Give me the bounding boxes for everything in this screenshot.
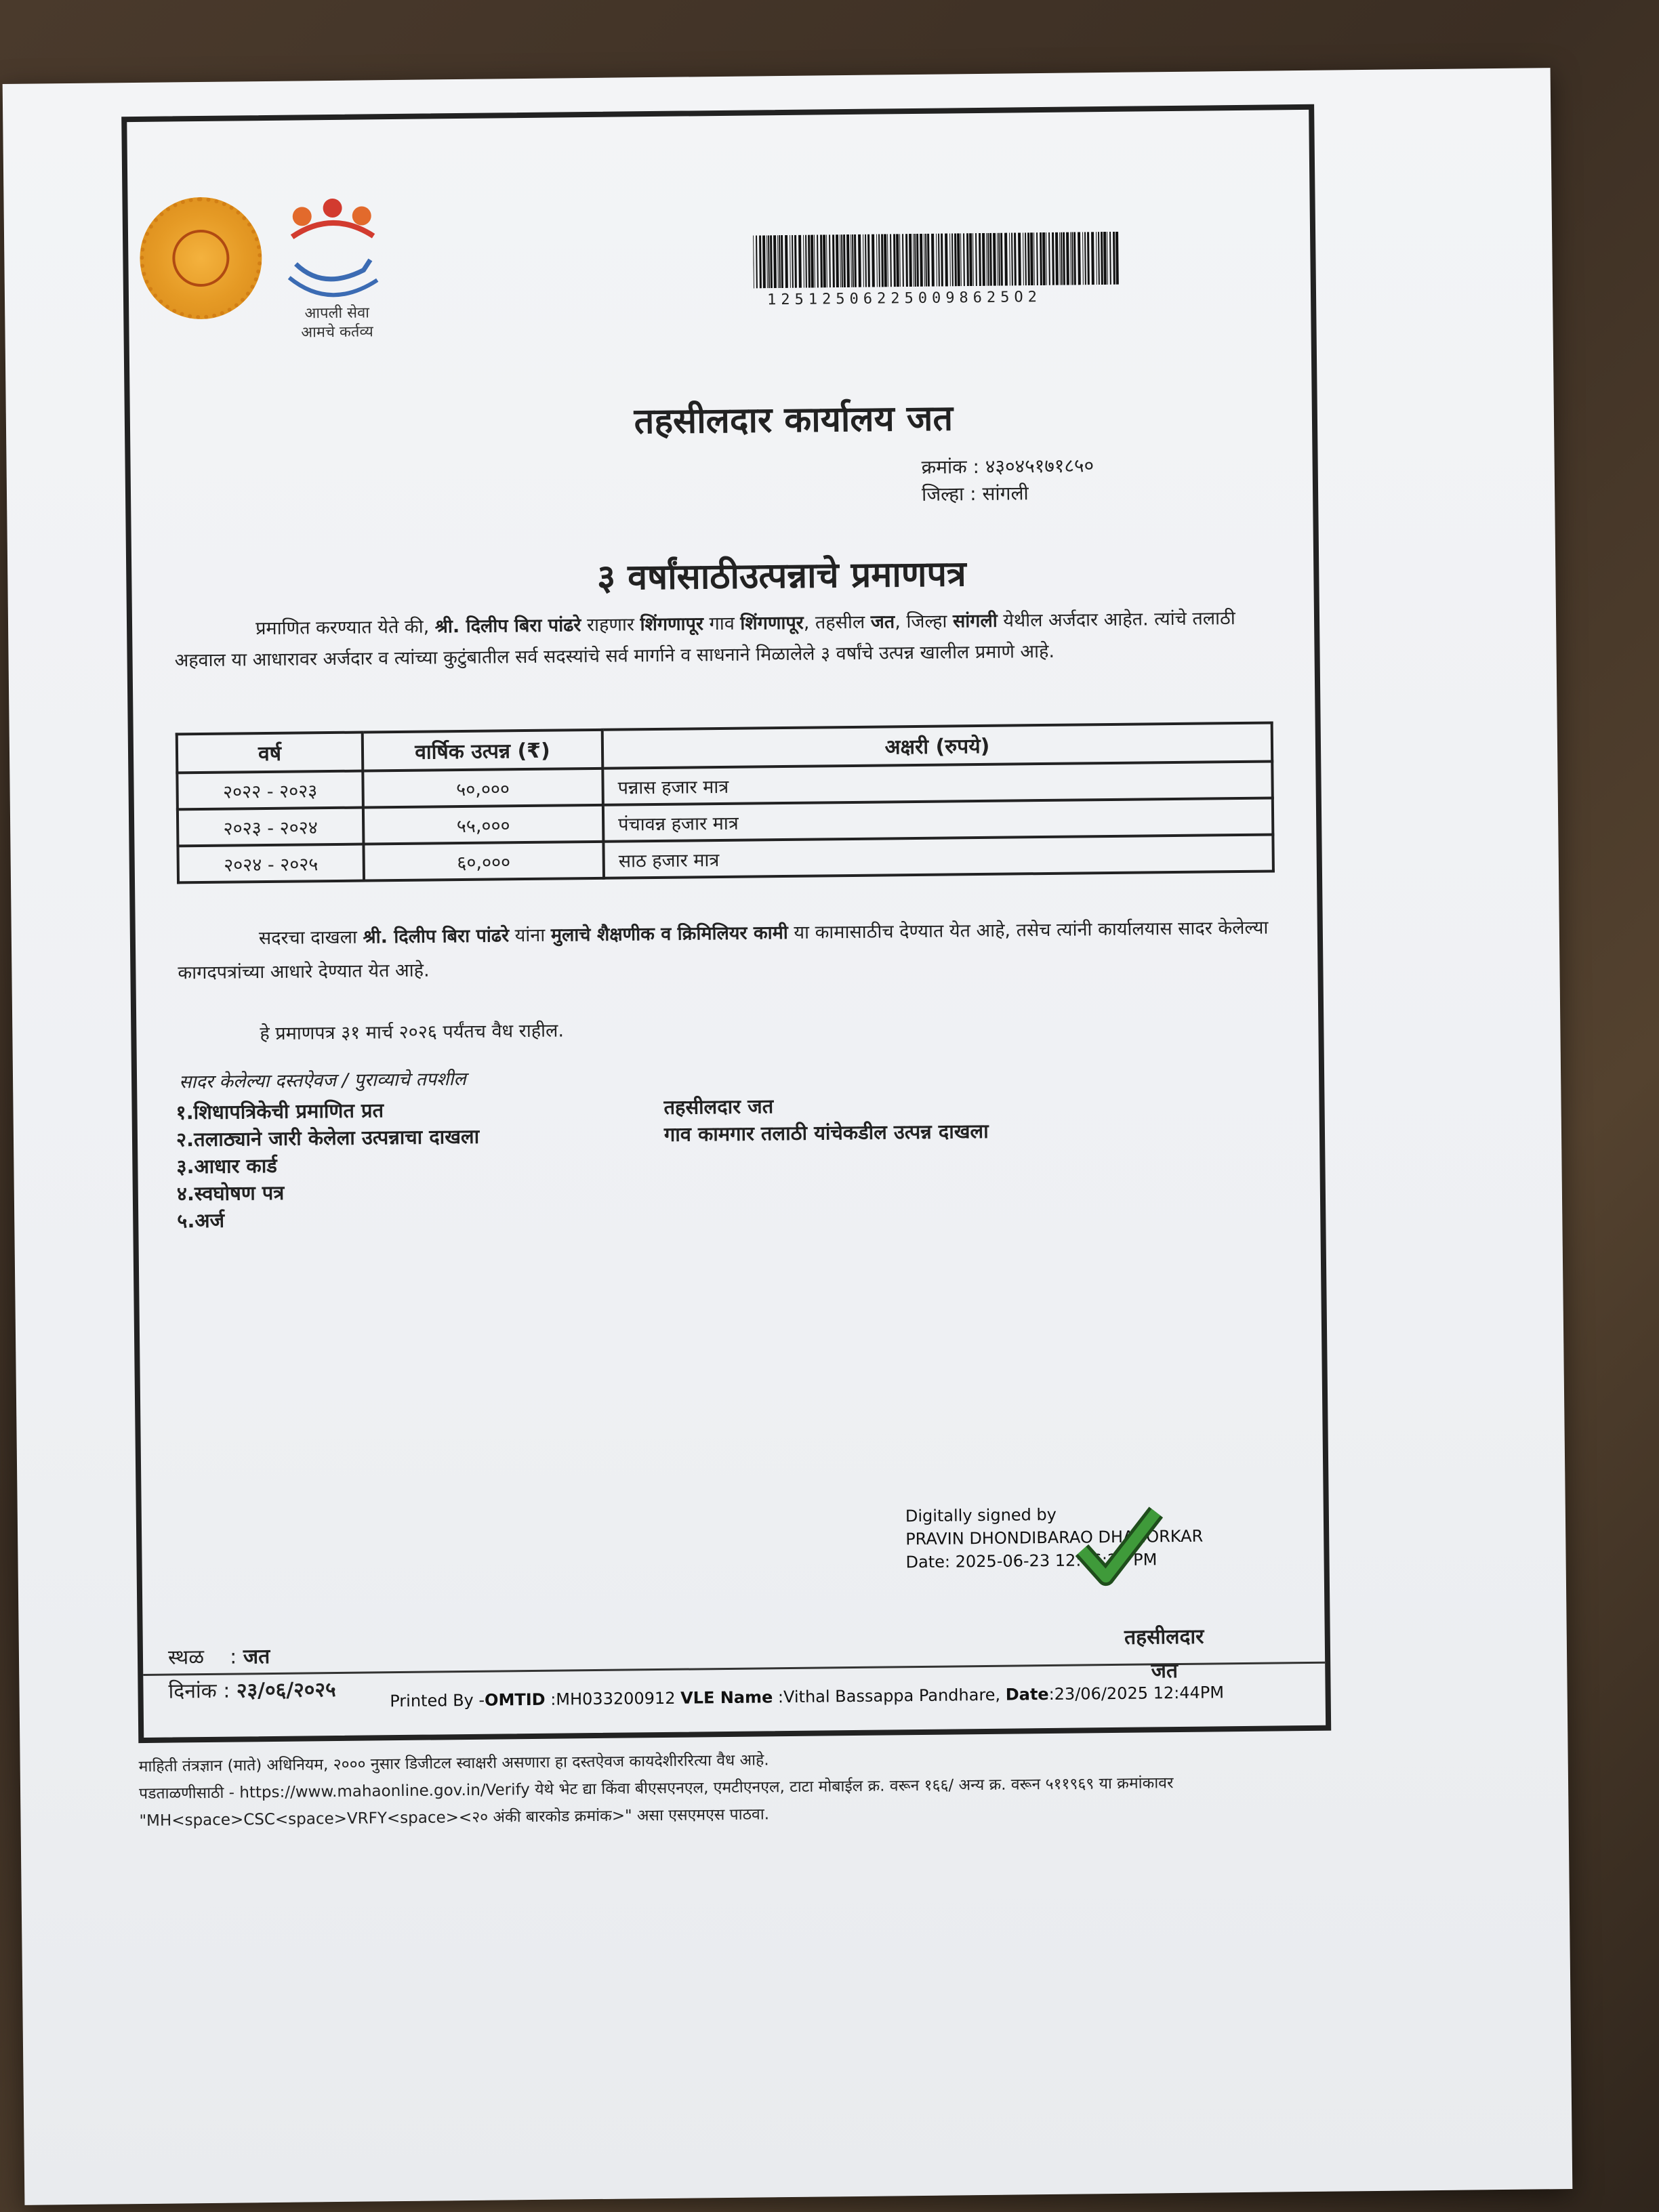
barcode-bar — [756, 235, 758, 288]
header-year: वर्ष — [177, 733, 363, 773]
row-amount: ५५,००० — [363, 805, 604, 844]
intro-text: प्रमाणित करण्यात येते की, — [255, 616, 436, 640]
barcode-bar — [938, 234, 940, 287]
list-item: ४.स्वघोषण पत्र — [176, 1181, 285, 1206]
barcode-bar — [794, 235, 797, 288]
barcode-bar — [836, 234, 839, 287]
vle-label: VLE Name — [680, 1687, 773, 1708]
barcode-bar — [808, 235, 811, 288]
barcode-bar — [759, 235, 762, 288]
barcode-bar — [1096, 232, 1097, 285]
documents-issuers — [663, 1090, 989, 1148]
barcode-bar — [1027, 232, 1030, 285]
barcode-bar — [1061, 232, 1063, 285]
barcode-bar — [960, 233, 962, 286]
print-date-value: :23/06/2025 12:44PM — [1048, 1683, 1225, 1704]
barcode-bar — [902, 234, 904, 287]
purpose-text: सदरचा दाखला — [258, 926, 363, 949]
barcode-bar — [914, 234, 916, 287]
row-words: पन्नास हजार मात्र — [602, 761, 1273, 804]
barcode-bar — [814, 235, 815, 288]
barcode-bar — [781, 235, 783, 288]
footer-line: पडताळणीसाठी - https://www.mahaonline.gov.in/Verify येथे भेट द्या किंवा बीएसएनएल, एमटीएनएल, टाटा मोबाईल क्र. वरून १६६/ अन्य क्र. वरून ५११९६९ या क्रमांकावर — [138, 1774, 1174, 1803]
applicant-name: श्री. दिलीप बिरा पांढरे — [434, 615, 581, 638]
officer-title: तहसीलदार — [1124, 1624, 1204, 1650]
officer-place: जत — [1151, 1659, 1179, 1683]
barcode-bar — [872, 234, 875, 287]
intro-text: , तहसील — [803, 611, 871, 634]
barcode-bar — [945, 233, 948, 286]
row-year: २०२३ - २०२४ — [178, 808, 364, 846]
header-in-words: अक्षरी (रुपये) — [602, 722, 1273, 768]
vle-value: :Vithal Bassappa Pandhare, — [777, 1685, 1001, 1707]
barcode-bar — [927, 234, 930, 287]
barcode-bar — [1009, 232, 1010, 285]
printed-by-label: Printed By - — [390, 1690, 485, 1711]
signature-valid-check-icon — [1075, 1502, 1164, 1591]
village-name: शिंगणापूर — [640, 613, 704, 636]
barcode-bar — [1018, 232, 1021, 285]
barcode-bar — [785, 235, 788, 288]
barcode-bar — [913, 234, 914, 287]
barcode-bar — [753, 235, 754, 288]
certificate-title: ३ वर्षांसाठीउत्पन्नाचे प्रमाणपत्र — [596, 554, 966, 598]
barcode-bar — [1091, 232, 1094, 285]
signature-line: Digitally signed by — [905, 1504, 1057, 1526]
omtid-label: OMTID — [484, 1689, 546, 1710]
district-name: सांगली — [952, 610, 998, 632]
office-title: तहसीलदार कार्यालय जत — [634, 398, 954, 443]
list-item: गाव कामगार तलाठी यांचेकडील उत्पन्न दाखला — [663, 1119, 989, 1146]
intro-text: राहणार — [581, 614, 640, 636]
barcode-bar — [803, 235, 804, 288]
barcode-icon — [753, 232, 1120, 289]
barcode-bar — [1059, 232, 1061, 285]
barcode-bar — [931, 234, 935, 287]
barcode-bar — [1011, 232, 1013, 285]
barcode-bar — [1066, 232, 1069, 285]
barcode-bar — [854, 234, 857, 287]
barcode-bar — [1078, 232, 1081, 285]
barcode-bar — [972, 233, 974, 286]
barcode-bar — [1103, 232, 1107, 285]
intro-text: गाव — [703, 613, 741, 635]
date-line: दिनांक : २३/०६/२०२५ — [168, 1678, 336, 1704]
barcode-bar — [954, 233, 957, 286]
barcode-bar — [846, 234, 850, 287]
barcode-bar — [1073, 232, 1076, 285]
barcode-bar — [878, 234, 880, 287]
barcode-bar — [1084, 232, 1086, 285]
logo-caption — [283, 304, 392, 343]
barcode-bar — [779, 235, 781, 288]
barcode-bar — [843, 234, 846, 287]
barcode-bar — [1071, 232, 1073, 285]
barcode-bar — [966, 233, 969, 286]
certificate-meta — [921, 452, 1094, 508]
barcode-bar — [1109, 232, 1111, 285]
barcode-bar — [1087, 232, 1090, 285]
row-year: २०२४ - २०२५ — [178, 844, 364, 883]
signature-date: Date: 2025-06-23 12:46:27 PM — [905, 1550, 1158, 1572]
barcode-bar — [1107, 232, 1108, 285]
place-line: स्थळ : जत — [167, 1645, 270, 1670]
barcode-bar — [884, 234, 887, 287]
barcode-bar — [941, 234, 943, 287]
barcode-bar — [924, 234, 925, 287]
place-label: स्थळ — [167, 1645, 205, 1670]
barcode-bar — [896, 234, 899, 287]
row-year: २०२२ - २०२३ — [177, 771, 363, 810]
barcode-bar — [982, 233, 985, 286]
barcode-bar — [841, 234, 843, 287]
documents-list — [176, 1096, 480, 1235]
footer-line: "MH<space>CSC<space>VRFY<space><२० अंकी बारकोड क्रमांक>" असा एसएमएस पाठवा. — [139, 1805, 770, 1830]
serial-number: क्रमांक : ४३०४५१७१८५० — [921, 454, 1094, 478]
barcode-bar — [1082, 232, 1084, 285]
signer-name: PRAVIN DHONDIBARAO DHANORKAR — [905, 1526, 1204, 1549]
barcode-bar — [1070, 232, 1071, 285]
barcode-bar — [790, 235, 791, 288]
barcode-bar — [1098, 232, 1100, 285]
barcode-bar — [811, 235, 814, 288]
barcode-bar — [925, 234, 927, 287]
barcode-bar — [1046, 232, 1047, 285]
row-amount: ५०,००० — [363, 769, 603, 808]
barcode-bar — [997, 233, 998, 286]
barcode-bar — [1036, 232, 1038, 285]
list-item: १.शिधापत्रिकेची प्रमाणित प्रत — [176, 1099, 384, 1124]
barcode-bar — [1030, 232, 1033, 285]
barcode-bar — [762, 235, 766, 288]
barcode-bar — [890, 234, 892, 287]
barcode-bar — [1042, 232, 1046, 285]
taluka-name: जत — [870, 611, 895, 633]
barcode-bar — [986, 233, 987, 286]
barcode-bar — [851, 234, 852, 287]
barcode-bar — [963, 233, 965, 286]
barcode-bar — [1101, 232, 1103, 285]
barcode-bar — [1033, 232, 1035, 285]
barcode-bar — [1000, 233, 1003, 286]
intro-text: येथील अर्जदार आहेत. त्यांचे तलाठी अहवाल या आधारावर अर्जदार व त्यांच्या कुटुंबातील सर्व सदस्यांचे सर्व मार्गाने व साधनाने मिळालेले ३ वर्षांचे उत्पन्न खालील प्रमाणे आहे. — [174, 608, 1235, 672]
barcode-bar — [766, 235, 768, 288]
maharashtra-seal-icon — [139, 197, 262, 320]
barcode-bar — [989, 233, 992, 286]
list-item: तहसीलदार जत — [663, 1094, 774, 1119]
barcode-bar — [893, 234, 896, 287]
list-item: २.तलाठ्याने जारी केलेला उत्पन्नाचा दाखला — [176, 1124, 480, 1151]
purpose-text: यांना — [508, 924, 552, 947]
header-annual-income: वार्षिक उत्पन्न (₹) — [363, 730, 603, 771]
row-amount: ६०,००० — [363, 842, 604, 881]
seal-inner-ring — [172, 230, 230, 287]
list-item: ३.आधार कार्ड — [176, 1153, 277, 1179]
barcode-bar — [887, 234, 888, 287]
barcode-bar — [867, 234, 870, 287]
date-label: दिनांक — [168, 1679, 217, 1704]
intro-text: , जिल्हा — [895, 611, 954, 633]
barcode-bar — [1014, 232, 1017, 285]
logo-caption-line2: आमचे कर्तव्य — [301, 323, 373, 342]
barcode-bar — [979, 233, 981, 286]
barcode-bar — [798, 235, 802, 288]
row-words: साठ हजार मात्र — [603, 834, 1273, 878]
barcode-bar — [858, 234, 861, 287]
barcode-bar — [987, 233, 989, 286]
district-label: जिल्हा : सांगली — [921, 482, 1029, 506]
barcode-bar — [823, 234, 826, 287]
barcode-bar — [920, 234, 923, 287]
barcode-bar — [993, 233, 996, 286]
officer-designation — [1090, 1620, 1240, 1689]
print-date-label: Date — [1005, 1685, 1049, 1704]
purpose-paragraph — [178, 911, 1276, 990]
barcode-bar — [975, 233, 977, 286]
validity-statement: हे प्रमाणपत्र ३१ मार्च २०२६ पर्यंतच वैध राहील. — [260, 1020, 565, 1045]
barcode-bar — [998, 233, 1000, 286]
place-value: जत — [243, 1645, 270, 1669]
barcode-bar — [1025, 232, 1027, 285]
omtid-value: :MH033200912 — [550, 1688, 676, 1709]
barcode-bar — [773, 235, 777, 288]
barcode-bar — [852, 234, 854, 287]
date-value: २३/०६/२०२५ — [236, 1678, 336, 1703]
barcode-bar — [881, 234, 884, 287]
barcode-bar — [792, 235, 794, 288]
barcode-bar — [865, 234, 867, 287]
barcode-bar — [1055, 232, 1059, 285]
footer-notes — [138, 1740, 1427, 1835]
barcode-bar — [863, 234, 864, 287]
barcode-bar — [969, 233, 972, 286]
barcode-bar — [905, 234, 908, 287]
barcode-bar — [1052, 232, 1054, 285]
documents-heading: सादर केलेल्या दस्तऐवज / पुराव्याचे तपशील — [178, 1068, 466, 1093]
certificate-paper — [3, 68, 1573, 2205]
list-item: ५.अर्ज — [177, 1208, 225, 1233]
certificate-intro-paragraph — [174, 602, 1273, 676]
footer-line: माहिती तंत्रज्ञान (माते) अधिनियम, २००० नुसार डिजीटल स्वाक्षरी असणारा हा दस्तऐवज कायदेशीररित्या वैध आहे. — [138, 1751, 769, 1776]
barcode-bar — [916, 234, 919, 287]
barcode-bar — [1113, 232, 1115, 285]
row-words: पंचावन्न हजार मात्र — [603, 798, 1273, 841]
barcode-bar — [805, 235, 807, 288]
barcode-bar — [1048, 232, 1050, 285]
barcode-bar — [832, 234, 835, 287]
purpose-reason: मुलाचे शैक्षणीक व क्रिमिलियर कामी — [550, 922, 788, 946]
barcode-bar — [770, 235, 773, 288]
barcode-bar — [840, 234, 841, 287]
barcode-bar — [957, 233, 960, 286]
barcode-bar — [949, 233, 951, 286]
village-name: शिंगणापूर — [740, 612, 804, 634]
barcode-bar — [909, 234, 912, 287]
barcode-bar — [817, 234, 819, 287]
income-table — [176, 721, 1275, 884]
barcode-bar — [951, 233, 954, 286]
barcode-bar — [1115, 232, 1119, 285]
barcode-bar — [1063, 232, 1065, 285]
barcode-bar — [820, 234, 823, 287]
purpose-text: या कामासाठीच देण्यात येत आहे, तसेच त्यांनी कार्यालयास सादर केलेल्या कागदपत्रांच्या आधारे देण्यात येत आहे. — [178, 917, 1269, 984]
barcode-bar — [768, 235, 770, 288]
barcode-bar — [829, 234, 831, 287]
barcode-bar — [899, 234, 901, 287]
barcode-bar — [826, 234, 827, 287]
barcode-bar — [936, 234, 937, 287]
barcode-number: 125125062250098625O2 — [766, 289, 1042, 309]
purpose-applicant-name: श्री. दिलीप बिरा पांढरे — [363, 925, 510, 948]
logo-caption-line1: आपली सेवा — [304, 304, 370, 323]
barcode-bar — [777, 235, 779, 288]
barcode-bar — [1004, 233, 1008, 286]
barcode-bar — [876, 234, 878, 287]
barcode-bar — [1023, 232, 1024, 285]
barcode-bar — [1040, 232, 1042, 285]
